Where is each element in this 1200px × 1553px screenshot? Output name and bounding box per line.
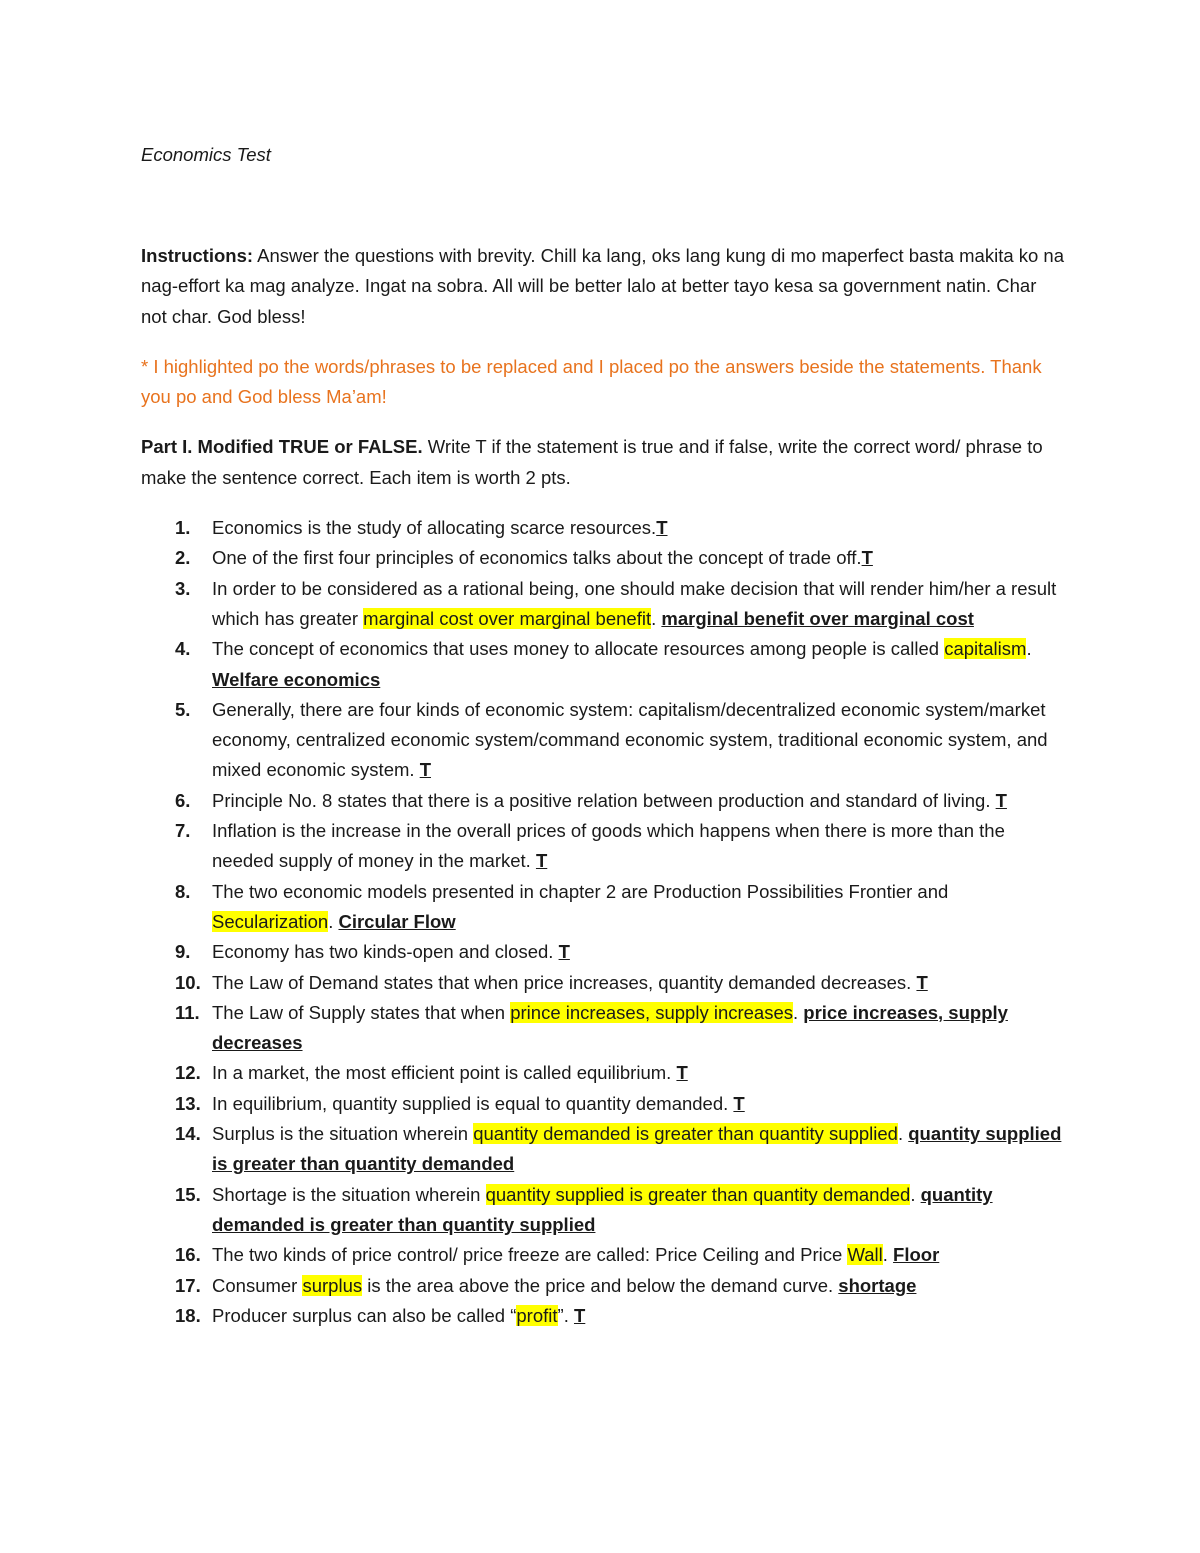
highlighted-phrase: Wall	[847, 1244, 883, 1266]
question-item	[141, 816, 1066, 877]
question-item	[141, 1301, 1066, 1331]
question-number: 2.	[175, 547, 191, 569]
question-text: Generally, there are four kinds of economic system: capitalism/decentralized economic system/market economy, centralized economic system/command economic system, traditional economic system, and mixed economic system.	[212, 698, 1048, 781]
answer: Circular Flow	[338, 910, 456, 932]
question-item	[141, 786, 1066, 816]
answer: shortage	[838, 1274, 917, 1296]
part-one-paragraph	[141, 432, 1066, 493]
highlighted-phrase: quantity supplied is greater than quantity demanded	[485, 1183, 911, 1205]
answer: T	[558, 941, 570, 963]
highlighted-phrase: prince increases, supply increases	[510, 1001, 794, 1023]
highlighted-phrase: surplus	[302, 1274, 363, 1296]
instructions-paragraph	[141, 241, 1066, 332]
question-text: Surplus is the situation wherein	[212, 1123, 474, 1145]
answer: T	[419, 759, 431, 781]
question-text-tail: .	[1026, 638, 1032, 660]
question-text-tail: is the area above the price and below the demand curve.	[362, 1274, 839, 1296]
question-number: 15.	[175, 1183, 201, 1205]
question-item	[141, 543, 1066, 573]
instructions-label: Instructions:	[141, 245, 254, 266]
question-item	[141, 937, 1066, 967]
question-item	[141, 1119, 1066, 1180]
answer: marginal benefit over marginal cost	[661, 607, 974, 629]
document-title: Economics Test	[141, 144, 271, 165]
question-item	[141, 574, 1066, 635]
question-number: 14.	[175, 1123, 201, 1145]
question-list	[141, 513, 1066, 1331]
answer: Welfare economics	[212, 668, 381, 690]
question-text: Consumer	[212, 1274, 303, 1296]
question-number: 8.	[175, 880, 191, 902]
question-text-tail: .	[897, 1123, 909, 1145]
highlighted-phrase: Secularization	[212, 910, 329, 932]
question-number: 18.	[175, 1304, 201, 1326]
question-text: Economics is the study of allocating scarce resources.	[212, 517, 657, 539]
highlighted-phrase: marginal cost over marginal benefit	[363, 607, 652, 629]
answer: T	[676, 1062, 688, 1084]
question-text-tail: .	[651, 607, 662, 629]
question-text-tail: ”.	[557, 1304, 574, 1326]
question-number: 12.	[175, 1062, 201, 1084]
question-text-tail: .	[328, 910, 339, 932]
answer: T	[535, 850, 548, 872]
document-page	[141, 140, 1066, 1331]
question-item	[141, 1271, 1066, 1301]
part-one-text: Write T if the statement is true and if false, write the correct word/ phrase to make the sentence correct. Each item is worth 2 pts.	[141, 436, 1043, 488]
answer: T	[656, 517, 668, 539]
question-number: 10.	[175, 971, 201, 993]
question-text: The Law of Demand states that when price increases, quantity demanded decreases.	[212, 971, 917, 993]
instructions-text: Answer the questions with brevity. Chill ka lang, oks lang kung di mo maperfect basta makita ko na nag-effort ka mag analyze. Ingat na sobra. All will be better lalo at better tayo kesa sa government natin. Char not char. God bless!	[141, 245, 1065, 327]
question-text-tail: .	[793, 1001, 804, 1023]
question-number: 6.	[175, 789, 191, 811]
question-item	[141, 968, 1066, 998]
question-number: 4.	[175, 638, 191, 660]
answer: T	[733, 1092, 745, 1114]
question-item	[141, 695, 1066, 786]
answer: Floor	[893, 1244, 940, 1266]
question-number: 11.	[175, 1001, 200, 1023]
question-item	[141, 1089, 1066, 1119]
answer: T	[995, 789, 1007, 811]
question-item	[141, 1240, 1066, 1270]
question-text: Economy has two kinds-open and closed.	[212, 941, 559, 963]
question-text-tail: .	[910, 1183, 921, 1205]
answer: T	[916, 971, 928, 993]
question-text: In order to be considered as a rational being, one should make decision that will render him/her a result which has greater	[212, 577, 1057, 629]
question-item	[141, 1180, 1066, 1241]
question-item	[141, 513, 1066, 543]
answer: T	[861, 547, 873, 569]
question-number: 9.	[175, 941, 191, 963]
question-text: The Law of Supply states that when	[212, 1001, 511, 1023]
highlighted-phrase: profit	[516, 1304, 558, 1326]
question-text-tail: .	[882, 1244, 894, 1266]
question-number: 17.	[175, 1274, 201, 1296]
question-text: Principle No. 8 states that there is a positive relation between production and standard of living.	[212, 789, 996, 811]
question-text: The two economic models presented in chapter 2 are Production Possibilities Frontier and	[212, 880, 949, 902]
question-text: Producer surplus can also be called “	[212, 1304, 517, 1326]
highlighted-phrase: quantity demanded is greater than quantity supplied	[473, 1123, 898, 1145]
question-number: 3.	[175, 577, 191, 599]
question-item	[141, 877, 1066, 938]
question-number: 1.	[175, 517, 191, 539]
question-item	[141, 998, 1066, 1059]
question-text: Shortage is the situation wherein	[212, 1183, 486, 1205]
part-one-label: Part I. Modified TRUE or FALSE.	[141, 436, 423, 458]
question-text: Inflation is the increase in the overall prices of goods which happens when there is more than the needed supply of money in the market.	[212, 820, 1005, 872]
note-paragraph: * I highlighted po the words/phrases to be replaced and I placed po the answers beside the statements. Thank you po and God bless Ma’am!	[141, 355, 1042, 408]
answer: price increases, supply decreases	[212, 1001, 1008, 1054]
answer: quantity demanded is greater than quantity supplied	[212, 1183, 993, 1235]
question-text: One of the first four principles of economics talks about the concept of trade off.	[212, 547, 862, 569]
question-number: 5.	[175, 698, 191, 720]
question-text: In a market, the most efficient point is called equilibrium.	[212, 1062, 677, 1084]
answer: T	[573, 1304, 586, 1326]
question-number: 13.	[175, 1092, 201, 1114]
question-text: The two kinds of price control/ price freeze are called: Price Ceiling and Price	[212, 1244, 848, 1266]
question-text: The concept of economics that uses money to allocate resources among people is called	[212, 638, 945, 660]
question-number: 16.	[175, 1244, 201, 1266]
question-number: 7.	[175, 820, 191, 842]
answer: quantity supplied is greater than quantity demanded	[212, 1123, 1062, 1175]
question-item	[141, 634, 1066, 695]
question-text: In equilibrium, quantity supplied is equal to quantity demanded.	[212, 1092, 734, 1114]
question-item	[141, 1058, 1066, 1088]
highlighted-phrase: capitalism	[944, 638, 1027, 660]
